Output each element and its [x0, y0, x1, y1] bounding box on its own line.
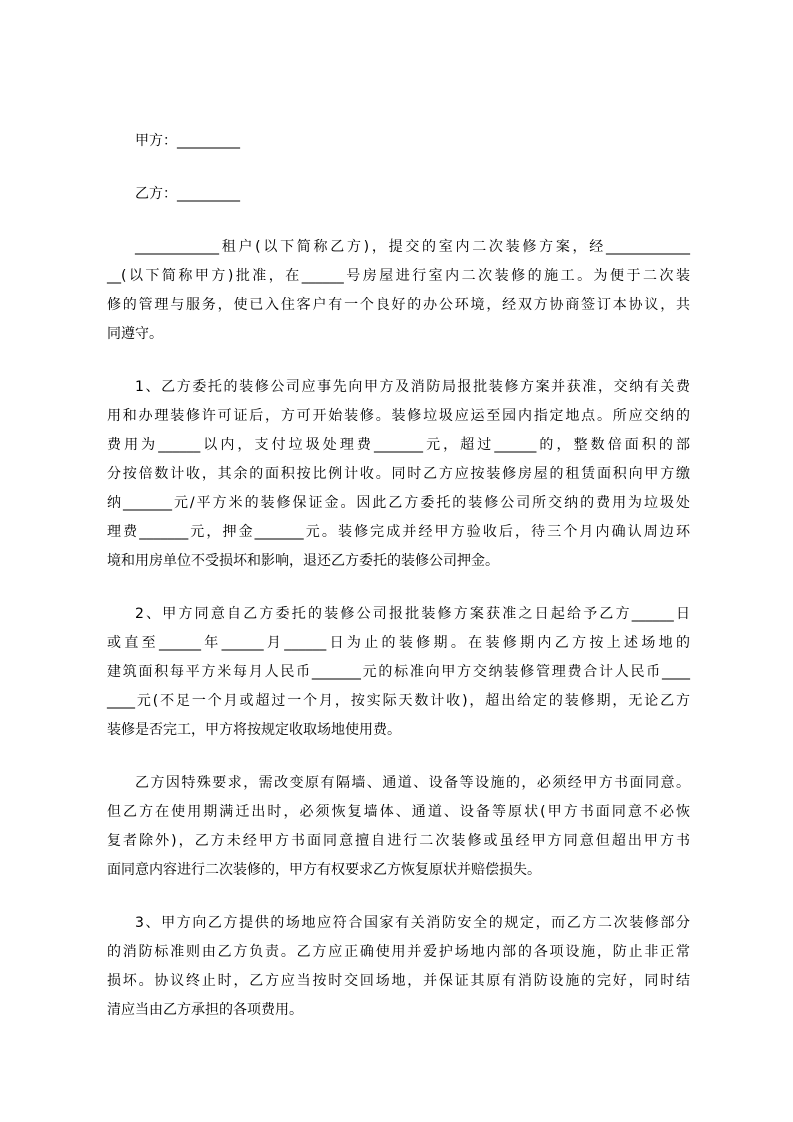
- paragraph-line: 理费_______元，押金_______元。装修完成并经甲方验收后，待三个月内确认周边环: [107, 524, 690, 540]
- paragraph-line: 同遵守。: [107, 326, 163, 342]
- paragraph-line: 装修是否完工，甲方将按规定收取场地使用费。: [107, 722, 401, 738]
- paragraph-line: 复者除外)，乙方未经甲方书面同意擅自进行二次装修或虽经甲方同意但超出甲方书: [107, 833, 690, 849]
- paragraph-line: ____元(不足一个月或超过一个月，按实际天数计收)，超出给定的装修期，无论乙方: [107, 693, 690, 709]
- paragraph-line: 建筑面积每平方米每月人民币_______元的标准向甲方交纳装修管理费合计人民币____: [107, 664, 690, 680]
- paragraph-line: __(以下简称甲方)批准，在______号房屋进行室内二次装修的施工。为便于二次装: [107, 268, 690, 284]
- paragraph-line: 清应当由乙方承担的各项费用。: [107, 1002, 303, 1018]
- party-b-line: 乙方：_________: [135, 186, 240, 202]
- document-body: [107, 127, 690, 1025]
- paragraph-line: 费用为______以内，支付垃圾处理费_______元，超过______的，整数倍面积的部: [107, 437, 690, 453]
- paragraph-line: 2、甲方同意自乙方委托的装修公司报批装修方案获准之日起给予乙方______日: [135, 606, 690, 622]
- paragraph-line: 1、乙方委托的装修公司应事先向甲方及消防局报批装修方案并获准，交纳有关费: [135, 379, 690, 395]
- paragraph-line: 但乙方在使用期满迁出时，必须恢复墙体、通道、设备等原状(甲方书面同意不必恢: [107, 804, 690, 820]
- clause-2-paragraph: [107, 600, 690, 745]
- paragraph-line: 3、甲方向乙方提供的场地应符合国家有关消防安全的规定，而乙方二次装修部分: [135, 915, 690, 931]
- clause-2-extra-paragraph: [107, 769, 690, 885]
- party-a-line: 甲方：_________: [135, 133, 240, 149]
- paragraph-line: 的消防标准则由乙方负责。乙方应正确使用并爱护场地内部的各项设施，防止非正常: [107, 944, 690, 960]
- paragraph-line: 用和办理装修许可证后，方可开始装修。装修垃圾应运至园内指定地点。所应交纳的: [107, 408, 690, 424]
- clause-1-paragraph: [107, 373, 690, 576]
- paragraph-line: 面同意内容进行二次装修的，甲方有权要求乙方恢复原状并赔偿损失。: [107, 862, 541, 878]
- paragraph-line: 损坏。协议终止时，乙方应当按时交回场地，并保证其原有消防设施的完好，同时结: [107, 973, 690, 989]
- paragraph-line: 修的管理与服务，使已入住客户有一个良好的办公环境，经双方协商签订本协议，共: [107, 297, 690, 313]
- paragraph-line: ____________租户(以下简称乙方)，提交的室内二次装修方案，经____________: [135, 239, 690, 255]
- intro-paragraph: [107, 233, 690, 349]
- paragraph-line: 纳_______元/平方米的装修保证金。因此乙方委托的装修公司所交纳的费用为垃圾处: [107, 495, 690, 511]
- paragraph-line: 境和用房单位不受损坏和影响，退还乙方委托的装修公司押金。: [107, 553, 499, 569]
- paragraph-line: 分按倍数计收，其余的面积按比例计收。同时乙方应按装修房屋的租赁面积向甲方缴: [107, 466, 690, 482]
- paragraph-line: 乙方因特殊要求，需改变原有隔墙、通道、设备等设施的，必须经甲方书面同意。: [135, 775, 690, 791]
- clause-3-paragraph: [107, 909, 690, 1025]
- paragraph-line: 或直至______年______月______日为止的装修期。在装修期内乙方按上述场地的: [107, 635, 690, 651]
